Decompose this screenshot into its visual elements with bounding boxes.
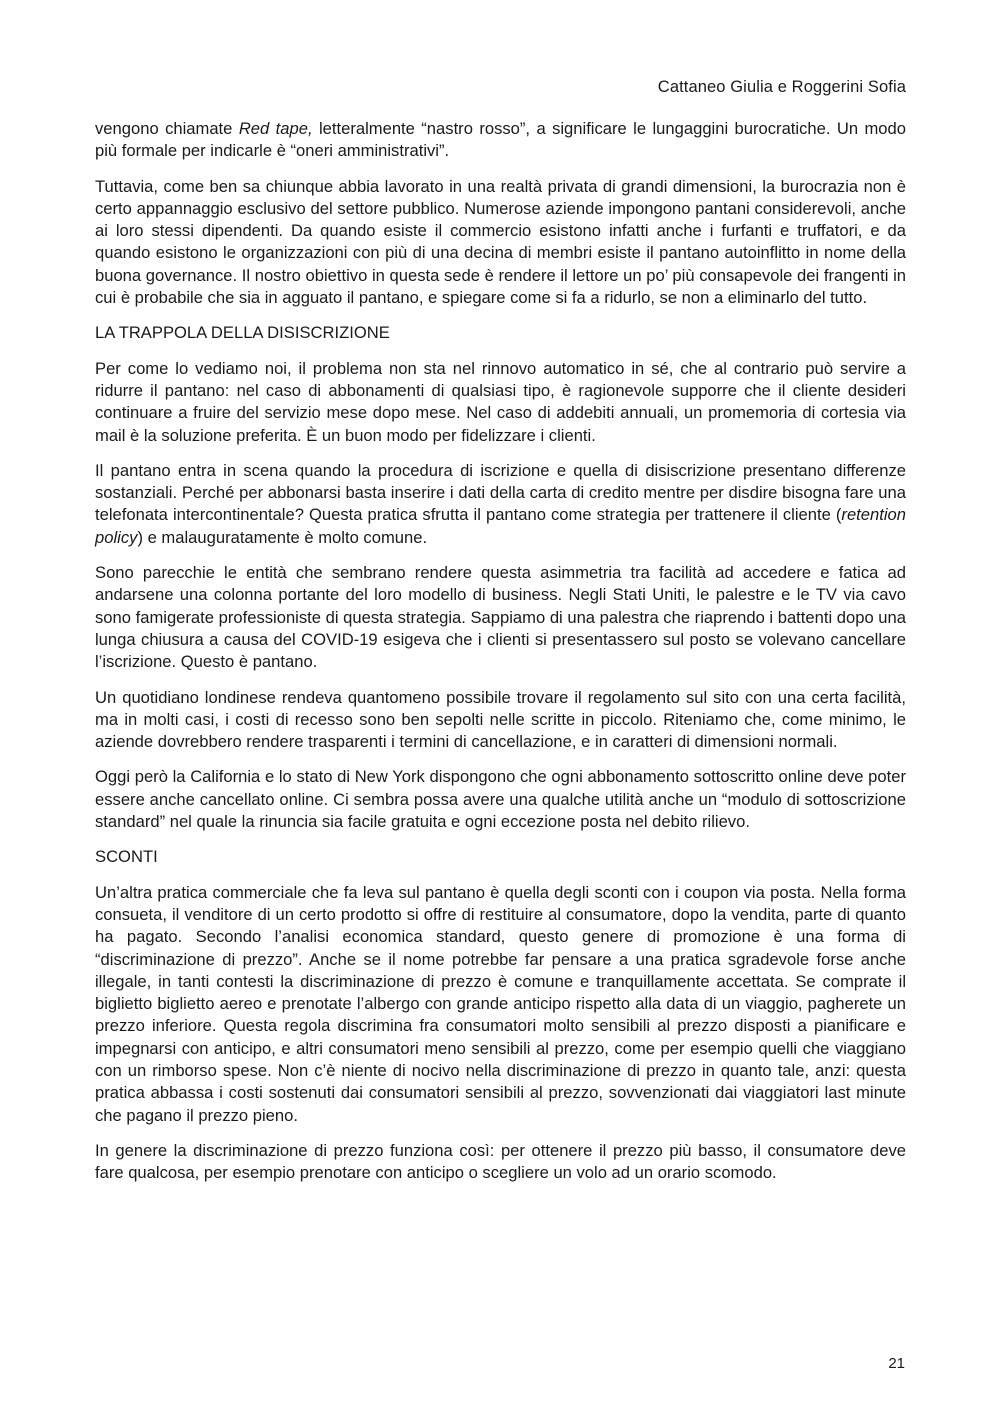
body-text: [95, 118, 906, 1197]
section-heading: [95, 846, 906, 868]
text-run: letteralmente “nastro rosso”, a significare le lungaggini burocratiche. Un modo più formale per indicarle è “oneri amministrativi”.: [95, 119, 906, 161]
page-number: 21: [888, 1355, 905, 1372]
text-run: Tuttavia, come ben sa chiunque abbia lavorato in una realtà privata di grandi dimensioni, la burocrazia non è certo appannaggio esclusivo del settore pubblico. Numerose aziende impongono pantani considerevoli, anche ai loro stessi dipendenti. Da quando esiste il commercio esistono infatti anche i furfanti e truffatori, e da quando esistono le organizzazioni con più di una decina di membri esiste il pantano autoinflitto in nome della buona governance. Il nostro obiettivo in questa sede è rendere il lettore un po’ più consapevole dei frangenti in cui è probabile che sia in agguato il pantano, e spiegare come si fa a ridurlo, se non a eliminarlo del tutto.: [95, 176, 906, 308]
paragraph: [95, 358, 906, 447]
text-run: Sono parecchie le entità che sembrano rendere questa asimmetria tra facilità ad accedere e fatica ad andarsene una colonna portante del loro modello di business. Negli Stati Uniti, le palestre e le TV via cavo sono famigerate professioniste di questa strategia. Sappiamo di una palestra che riaprendo i battenti dopo una lunga chiusura a causa del COVID-19 esigeva che i clienti si presentassero sul posto se volevano cancellare l’iscrizione. Questo è pantano.: [95, 563, 906, 672]
text-run: In genere la discriminazione di prezzo funziona così: per ottenere il prezzo più basso, il consumatore deve fare qualcosa, per esempio prenotare con anticipo o scegliere un volo ad un orario scomodo.: [95, 1140, 906, 1183]
paragraph: [95, 687, 906, 754]
paragraph: [95, 176, 906, 310]
text-run: Oggi però la California e lo stato di New York dispongono che ogni abbonamento sottoscritto online deve poter essere anche cancellato online. Ci sembra possa avere una qualche utilità anche un “modulo di sottoscrizione standard” nel quale la rinuncia sia facile gratuita e ogni eccezione posta nel debito rilievo.: [95, 767, 906, 832]
text-run: Un’altra pratica commerciale che fa leva sul pantano è quella degli sconti con i coupon via posta. Nella forma consueta, il venditore di un certo prodotto si offre di restituire al consumatore, dopo la vendita, parte di quanto ha pagato. Secondo l’analisi economica standard, questo genere di promozione è una forma di “discriminazione di prezzo”. Anche se il nome potrebbe far pensare a una pratica sgradevole forse anche illegale, in tanti contesti la discriminazione di prezzo è comune e tranquillamente accettata. Se comprate il biglietto biglietto aereo e prenotate l’albergo con grande anticipo rispetto alla data di un viaggio, pagherete un prezzo inferiore. Questa regola discrimina fra consumatori molto sensibili al prezzo disposti a pianificare e impegnarsi con anticipo, e altri consumatori meno sensibili al prezzo, come per esempio quelli che viaggiano con un rimborso spese. Non c’è niente di nocivo nella discriminazione di prezzo in quanto tale, anzi: questa pratica abbassa i costi sostenuti dai consumatori sensibili al prezzo, sovvenzionati dai viaggiatori last minute che pagano il prezzo pieno.: [95, 882, 906, 1125]
text-run: LA TRAPPOLA DELLA DISISCRIZIONE: [95, 323, 390, 343]
paragraph: [95, 1140, 906, 1185]
text-run: Per come lo vediamo noi, il problema non sta nel rinnovo automatico in sé, che al contrario può servire a ridurre il pantano: nel caso di abbonamenti di qualsiasi tipo, è ragionevole supporre che il cliente desideri continuare a fruire del servizio mese dopo mese. Nel caso di addebiti annuali, un promemoria di cortesia via mail è la soluzione preferita. È un buon modo per fidelizzare i clienti.: [95, 358, 906, 445]
text-run: Il pantano entra in scena quando la procedura di iscrizione e quella di disiscrizione presentano differenze sostanziali. Perché per abbonarsi basta inserire i dati della carta di credito mentre per disdire bisogna fare una telefonata intercontinentale? Questa pratica sfrutta il pantano come strategia per trattenere il cliente (: [95, 460, 906, 525]
italic-text-run: retention policy: [95, 505, 906, 547]
paragraph: [95, 766, 906, 833]
paragraph: [95, 882, 906, 1127]
running-header-authors: Cattaneo Giulia e Roggerini Sofia: [657, 78, 906, 96]
paragraph: [95, 562, 906, 673]
italic-text-run: Red tape,: [238, 119, 313, 138]
text-run: SCONTI: [95, 847, 158, 867]
section-heading: [95, 322, 906, 344]
text-run: Un quotidiano londinese rendeva quantomeno possibile trovare il regolamento sul sito con una certa facilità, ma in molti casi, i costi di recesso sono ben sepolti nelle scritte in piccolo. Riteniamo che, come minimo, le aziende dovrebbero rendere trasparenti i termini di cancellazione, e in caratteri di dimensioni normali.: [95, 687, 906, 752]
paragraph: [95, 460, 906, 549]
text-run: ) e malauguratamente è molto comune.: [137, 527, 428, 547]
paragraph: [95, 118, 906, 163]
text-run: vengono chiamate: [95, 119, 239, 138]
